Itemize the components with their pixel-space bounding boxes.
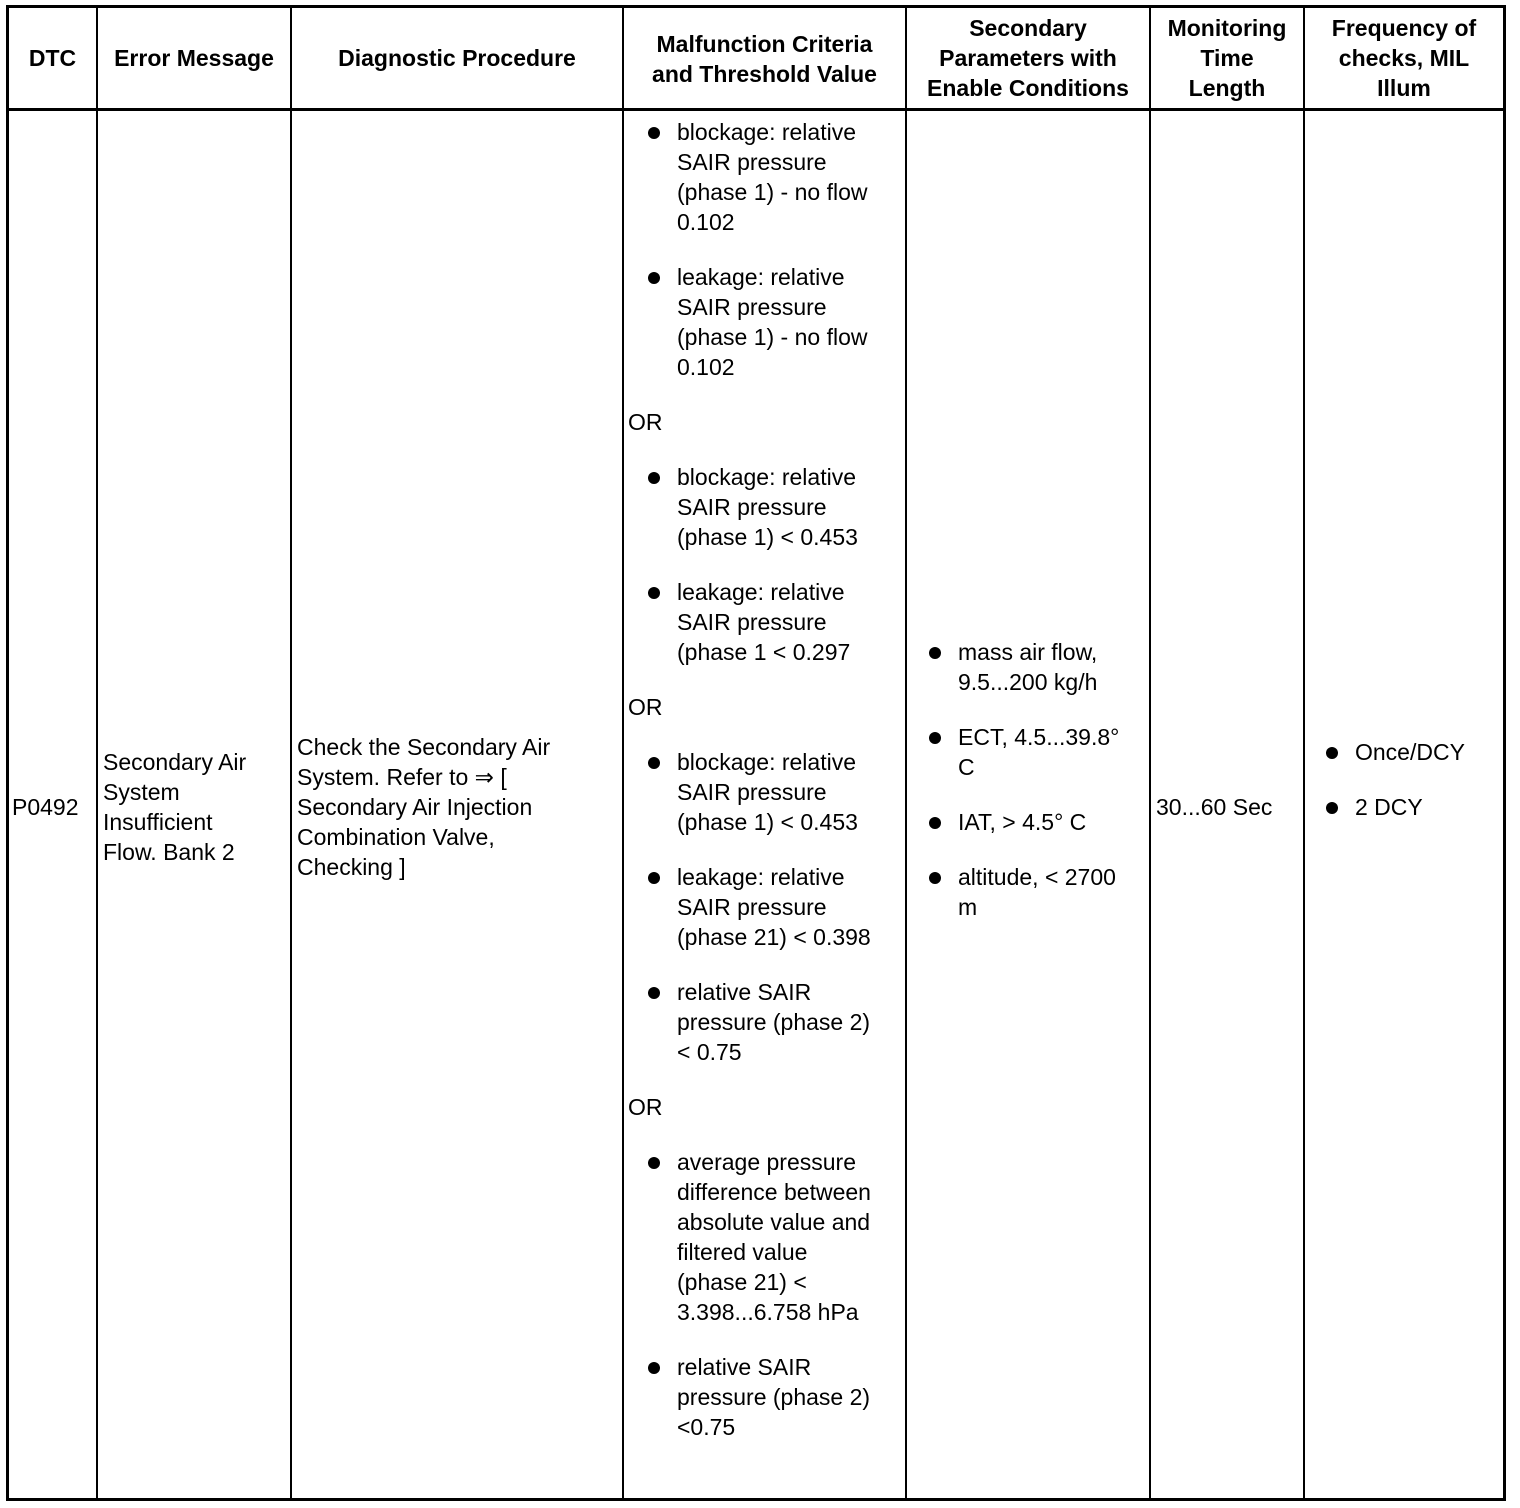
frequency-list bbox=[1306, 737, 1465, 847]
header-dtc bbox=[9, 8, 96, 108]
bullet-item bbox=[1306, 792, 1465, 822]
or-separator: OR bbox=[628, 694, 663, 720]
bullet-item bbox=[909, 862, 1119, 922]
column-divider bbox=[1149, 8, 1151, 1498]
bullet-line: (phase 1) - no flow bbox=[677, 324, 868, 350]
bullet-icon bbox=[648, 1157, 660, 1169]
column-divider bbox=[96, 8, 98, 1498]
bullet-line: blockage: relative bbox=[677, 749, 856, 775]
header-malfunction-criteria bbox=[624, 8, 905, 108]
bullet-line: 9.5...200 kg/h bbox=[958, 669, 1098, 695]
bullet-line: 0.102 bbox=[677, 209, 735, 235]
bullet-line: blockage: relative bbox=[677, 119, 856, 145]
header-line: Frequency of bbox=[1331, 15, 1477, 41]
bullet-item bbox=[909, 637, 1119, 697]
bullet-line: relative SAIR bbox=[677, 1354, 812, 1380]
dtc-code: P0492 bbox=[12, 794, 79, 820]
bullet-item bbox=[628, 577, 871, 667]
procedure-line: System. Refer to ⇒ [ bbox=[297, 764, 507, 790]
diagnostic-procedure bbox=[297, 732, 550, 882]
bullet-item bbox=[628, 1352, 871, 1442]
bullet-icon bbox=[1326, 802, 1338, 814]
bullet-item bbox=[628, 262, 871, 382]
column-divider bbox=[622, 8, 624, 1498]
diagnostic-table bbox=[6, 5, 1506, 1501]
bullet-item bbox=[909, 807, 1119, 837]
bullet-line: SAIR pressure bbox=[677, 294, 827, 320]
header-monitoring-time bbox=[1151, 8, 1303, 108]
bullet-line: 0.102 bbox=[677, 354, 735, 380]
bullet-item bbox=[628, 977, 871, 1067]
bullet-line: average pressure bbox=[677, 1149, 856, 1175]
bullet-icon bbox=[648, 587, 660, 599]
bullet-line: SAIR pressure bbox=[677, 894, 827, 920]
procedure-line: Combination Valve, bbox=[297, 824, 495, 850]
bullet-line: m bbox=[958, 894, 978, 920]
bullet-item bbox=[628, 117, 871, 237]
header-line: checks, MIL bbox=[1338, 45, 1470, 71]
bullet-line: ECT, 4.5...39.8° bbox=[958, 724, 1120, 750]
bullet-line: absolute value and bbox=[677, 1209, 871, 1235]
bullet-line: leakage: relative bbox=[677, 264, 845, 290]
bullet-line: (phase 1) - no flow bbox=[677, 179, 868, 205]
header-line: Secondary bbox=[969, 15, 1087, 41]
procedure-line: Secondary Air Injection bbox=[297, 794, 533, 820]
header-line: Time bbox=[1200, 45, 1254, 71]
bullet-line: (phase 21) < 0.398 bbox=[677, 924, 871, 950]
bullet-icon bbox=[648, 272, 660, 284]
error-message bbox=[103, 747, 246, 867]
or-separator: OR bbox=[628, 409, 663, 435]
bullet-line: altitude, < 2700 bbox=[958, 864, 1116, 890]
bullet-icon bbox=[648, 1362, 660, 1374]
bullet-line: SAIR pressure bbox=[677, 609, 827, 635]
header-line: Malfunction Criteria bbox=[656, 31, 873, 57]
header-line: Parameters with bbox=[939, 45, 1117, 71]
header-diagnostic-procedure bbox=[292, 8, 622, 108]
bullet-item bbox=[628, 462, 871, 552]
header-error-message-text: Error Message bbox=[114, 45, 274, 71]
bullet-line: 2 DCY bbox=[1355, 794, 1423, 820]
bullet-line: SAIR pressure bbox=[677, 149, 827, 175]
header-divider bbox=[9, 108, 1503, 111]
bullet-line: mass air flow, bbox=[958, 639, 1098, 665]
header-line: Monitoring bbox=[1167, 15, 1287, 41]
bullet-line: SAIR pressure bbox=[677, 494, 827, 520]
header-error-message bbox=[98, 8, 290, 108]
bullet-icon bbox=[648, 472, 660, 484]
bullet-icon bbox=[648, 872, 660, 884]
bullet-icon bbox=[929, 732, 941, 744]
bullet-line: C bbox=[958, 754, 975, 780]
header-diagnostic-procedure-text: Diagnostic Procedure bbox=[338, 45, 576, 71]
bullet-line: (phase 21) < bbox=[677, 1269, 807, 1295]
bullet-icon bbox=[929, 817, 941, 829]
error-message-line: Secondary Air bbox=[103, 749, 247, 775]
bullet-icon bbox=[648, 757, 660, 769]
bullet-line: (phase 1 < 0.297 bbox=[677, 639, 851, 665]
bullet-line: pressure (phase 2) bbox=[677, 1384, 871, 1410]
bullet-item bbox=[909, 722, 1119, 782]
bullet-line: 3.398...6.758 hPa bbox=[677, 1299, 859, 1325]
or-separator: OR bbox=[628, 1094, 663, 1120]
bullet-line: leakage: relative bbox=[677, 864, 845, 890]
bullet-icon bbox=[648, 127, 660, 139]
bullet-line: SAIR pressure bbox=[677, 779, 827, 805]
header-dtc-text: DTC bbox=[28, 45, 77, 71]
bullet-line: IAT, > 4.5° C bbox=[958, 809, 1087, 835]
bullet-line: blockage: relative bbox=[677, 464, 856, 490]
header-line: Length bbox=[1188, 75, 1266, 101]
procedure-line: Checking ] bbox=[297, 854, 406, 880]
bullet-line: (phase 1) < 0.453 bbox=[677, 809, 858, 835]
header-line: and Threshold Value bbox=[652, 61, 877, 87]
bullet-line: Once/DCY bbox=[1355, 739, 1465, 765]
bullet-item bbox=[1306, 737, 1465, 767]
secondary-parameters-list bbox=[909, 637, 1119, 947]
bullet-line: pressure (phase 2) bbox=[677, 1009, 871, 1035]
procedure-line: Check the Secondary Air bbox=[297, 734, 551, 760]
bullet-icon bbox=[929, 647, 941, 659]
bullet-item bbox=[628, 862, 871, 952]
bullet-line: leakage: relative bbox=[677, 579, 845, 605]
header-frequency bbox=[1305, 8, 1503, 108]
bullet-line: filtered value bbox=[677, 1239, 808, 1265]
column-divider bbox=[905, 8, 907, 1498]
bullet-item bbox=[628, 747, 871, 837]
header-secondary-parameters bbox=[907, 8, 1149, 108]
bullet-line: difference between bbox=[677, 1179, 871, 1205]
bullet-icon bbox=[648, 987, 660, 999]
error-message-line: Flow. Bank 2 bbox=[103, 839, 235, 865]
bullet-line: <0.75 bbox=[677, 1414, 736, 1440]
bullet-line: (phase 1) < 0.453 bbox=[677, 524, 858, 550]
bullet-item bbox=[628, 1147, 871, 1327]
monitoring-time-value: 30...60 Sec bbox=[1156, 794, 1273, 820]
header-line: Enable Conditions bbox=[927, 75, 1129, 101]
malfunction-criteria-list bbox=[628, 117, 871, 1467]
column-divider bbox=[1303, 8, 1305, 1498]
header-line: Illum bbox=[1377, 75, 1431, 101]
bullet-icon bbox=[929, 872, 941, 884]
error-message-line: Insufficient bbox=[103, 809, 213, 835]
column-divider bbox=[290, 8, 292, 1498]
bullet-line: relative SAIR bbox=[677, 979, 812, 1005]
bullet-icon bbox=[1326, 747, 1338, 759]
error-message-line: System bbox=[103, 779, 180, 805]
bullet-line: < 0.75 bbox=[677, 1039, 742, 1065]
